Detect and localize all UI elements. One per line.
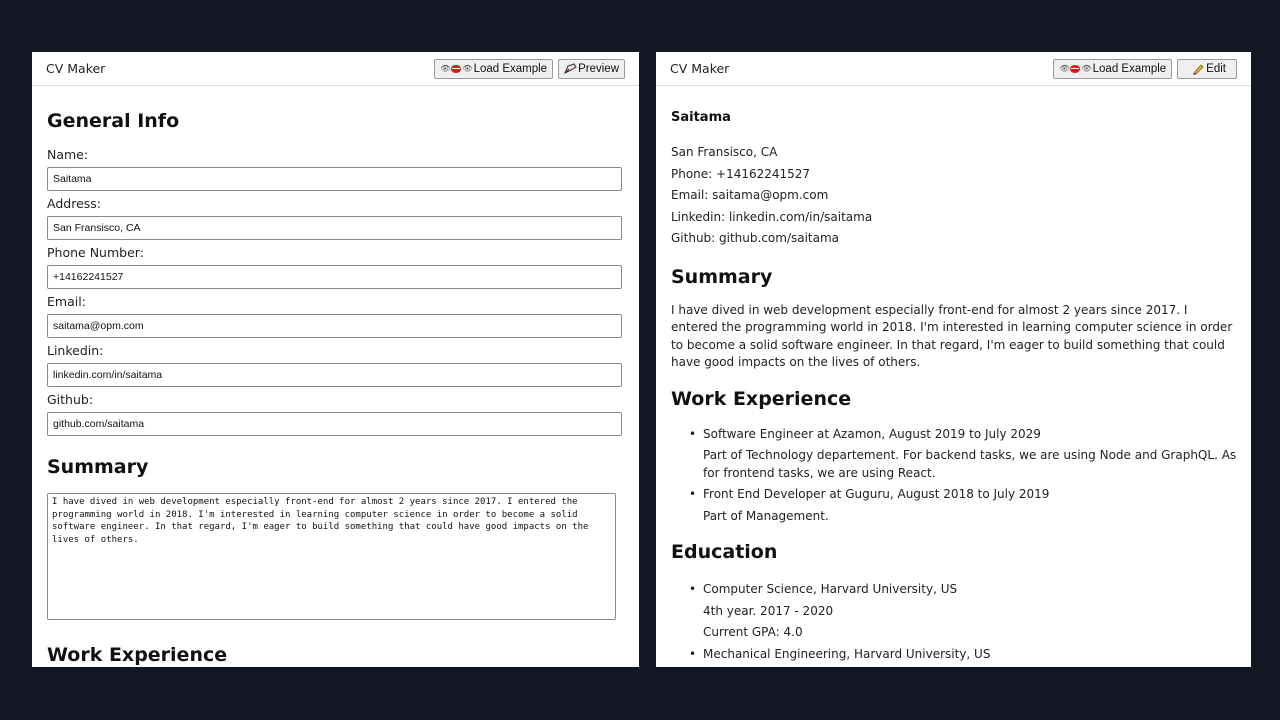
- github-input[interactable]: [47, 412, 622, 436]
- app-title: CV Maker: [46, 61, 106, 76]
- education-title: • Computer Science, Harvard University, US: [703, 582, 958, 596]
- summary-heading: Summary: [671, 265, 773, 288]
- cv-preview: [656, 110, 1251, 665]
- cv-form: [32, 110, 639, 666]
- app-title: CV Maker: [670, 61, 730, 76]
- list-item: [689, 424, 1237, 485]
- summary-heading: Summary: [47, 456, 149, 478]
- edit-label: Edit: [1206, 62, 1226, 75]
- list-item: [689, 579, 1237, 644]
- work-experience-heading: Work Experience: [671, 387, 852, 410]
- lips-eyes-icon: 👁 👁: [1059, 64, 1092, 73]
- edit-button[interactable]: [1177, 59, 1237, 79]
- linkedin-input[interactable]: [47, 363, 622, 387]
- summary-text: I have dived in web development especially front-end for almost 2 years since 2017. I entered the programming world in 2018. I'm interested in learning computer science in order to become a solid software engineer. In that regard, I'm eager to build something that could have good impacts on the lives of others.: [671, 302, 1233, 369]
- lips-eyes-icon: 👁 👁: [440, 64, 473, 73]
- preview-panel: [656, 52, 1251, 667]
- education-list: [671, 579, 1237, 665]
- phone-label: Phone Number:: [47, 245, 144, 260]
- cv-github: Github: github.com/saitama: [671, 231, 840, 245]
- linkedin-label: Linkedin:: [47, 343, 104, 358]
- work-list: [671, 424, 1237, 528]
- editor-panel: [32, 52, 639, 667]
- pencil-icon: [1192, 63, 1205, 75]
- cv-address: San Fransisco, CA: [671, 145, 778, 159]
- cv-email: Email: saitama@opm.com: [671, 188, 829, 202]
- cv-phone: Phone: +14162241527: [671, 166, 811, 181]
- editor-topbar: [32, 52, 639, 86]
- load-example-button[interactable]: [1053, 59, 1172, 79]
- cv-name: Saitama: [671, 110, 731, 125]
- cv-linkedin: Linkedin: linkedin.com/in/saitama: [671, 209, 873, 224]
- github-label: Github:: [47, 392, 94, 407]
- email-input[interactable]: [47, 314, 622, 338]
- preview-button[interactable]: [558, 59, 625, 79]
- load-example-button[interactable]: [434, 59, 553, 79]
- preview-label: Preview: [578, 62, 619, 75]
- list-item: [689, 484, 1237, 527]
- summary-textarea[interactable]: [47, 493, 616, 620]
- name-input[interactable]: [47, 167, 622, 191]
- general-info-heading: General Info: [47, 110, 180, 132]
- education-title: • Mechanical Engineering, Harvard University, US: [703, 646, 991, 661]
- work-description: Part of Technology departement. For backend tasks, we are using Node and GraphQL. As for frontend tasks, we are using React.: [703, 448, 1237, 480]
- education-year: 4th year. 2017 - 2020: [703, 603, 834, 618]
- address-input[interactable]: [47, 216, 622, 240]
- phone-input[interactable]: [47, 265, 622, 289]
- load-example-label: Load Example: [1092, 62, 1167, 75]
- email-label: Email:: [47, 294, 86, 309]
- name-label: Name:: [47, 147, 89, 162]
- work-title: • Front End Developer at Guguru, August 2018 to July 2019: [703, 487, 1050, 501]
- list-item: [689, 644, 1237, 666]
- education-heading: Education: [671, 541, 778, 563]
- address-label: Address:: [47, 196, 101, 211]
- work-experience-heading: Work Experience: [47, 644, 228, 666]
- load-example-label: Load Example: [473, 62, 548, 75]
- work-description: Part of Management.: [703, 508, 829, 523]
- work-title: • Software Engineer at Azamon, August 2019 to July 2029: [703, 426, 1041, 441]
- preview-topbar: [656, 52, 1251, 86]
- preview-icon: [564, 63, 577, 74]
- education-gpa: Current GPA: 4.0: [703, 625, 803, 639]
